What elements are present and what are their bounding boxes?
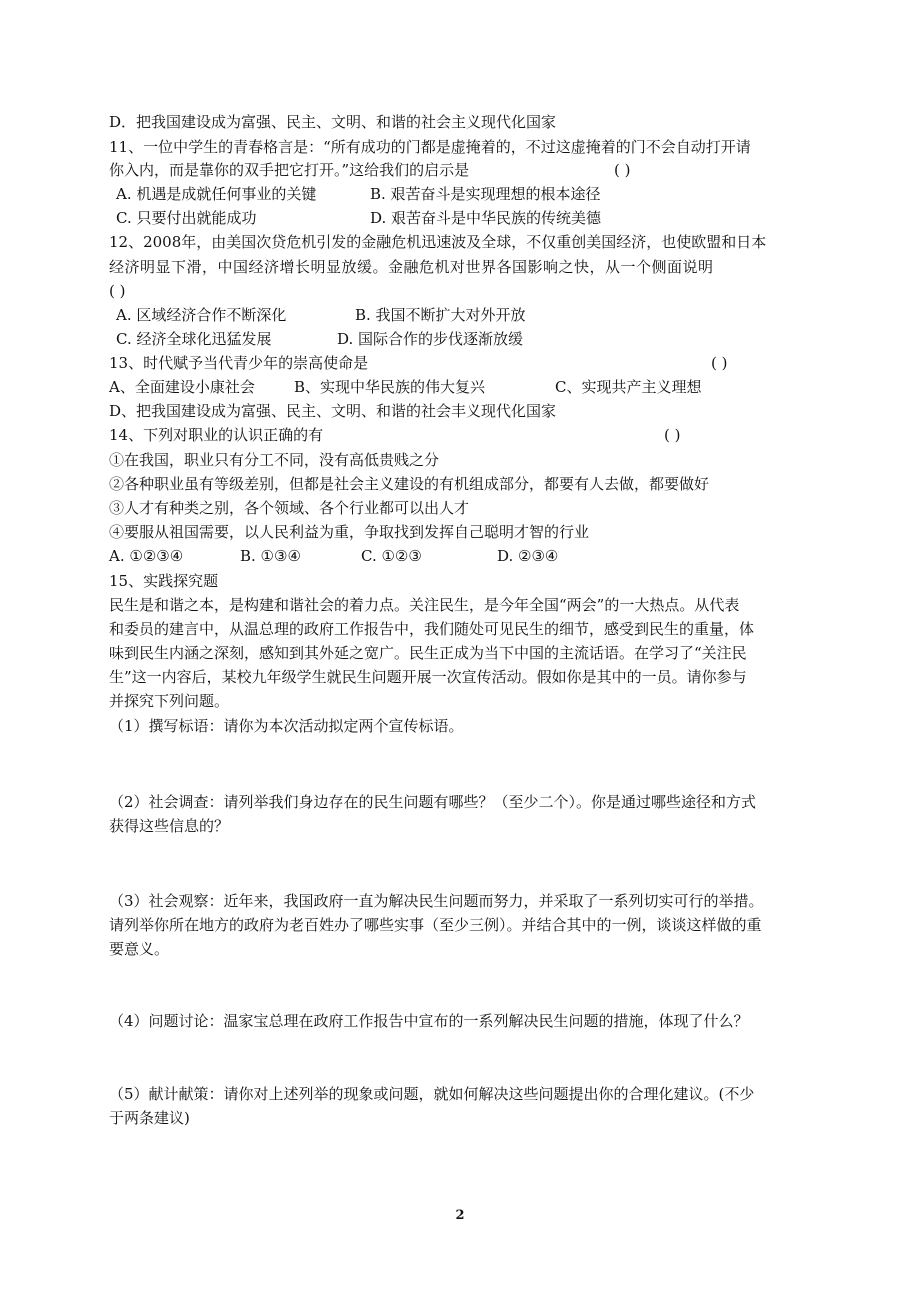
- q11-stem-line2: 你入内，而是靠你的双手把它打开。”这给我们的启示是: [109, 161, 470, 179]
- q12-option-b: B. 我国不断扩大对外开放: [355, 306, 526, 324]
- q14-option-b: B. ①③④: [240, 547, 301, 565]
- q13-option-d: D、把我国建设成为富强、民主、文明、和谐的社会丰义现代化国家: [109, 402, 557, 420]
- q15-passage-line4: 生”这一内容后，某校九年级学生就民生问题开展一次宣传活动。假如你是其中的一员。请你参与: [109, 668, 747, 686]
- q14-statement-4: ④要服从祖国需要，以人民利益为重，争取找到发挥自己聪明才智的行业: [109, 523, 590, 541]
- q11-option-c: C. 只要付出就能成功: [116, 209, 257, 227]
- q13-answer-blank: ( ): [711, 354, 728, 372]
- q12-answer-blank: ( ): [109, 282, 126, 300]
- q12-stem-line2: 经济明显下滑，中国经济增长明显放缓。金融危机对世界各国影响之快，从一个侧面说明: [109, 258, 714, 276]
- q13-stem: 13、时代赋予当代青少年的崇高使命是: [109, 354, 369, 372]
- q11-stem-line1: 11、一位中学生的青春格言是：“所有成功的门都是虚掩着的，不过这虚掩着的门不会自动打开请: [109, 138, 751, 156]
- q12-option-c: C. 经济全球化迅猛发展: [116, 330, 272, 348]
- q13-option-a: A、全面建设小康社会: [109, 378, 255, 396]
- q15-sub5-line2: 于两条建议): [109, 1109, 190, 1127]
- q15-passage-line1: 民生是和谐之本，是构建和谐社会的着力点。关注民生，是今年全国“两会”的一大热点。从代表: [109, 596, 740, 614]
- q14-statement-2: ②各种职业虽有等级差别，但都是社会主义建设的有机组成部分，都要有人去做，都要做好: [109, 475, 710, 493]
- q14-statement-3: ③人才有种类之别，各个领域、各个行业都可以出人才: [109, 499, 470, 517]
- q14-option-d: D. ②③④: [497, 547, 559, 565]
- q15-title: 15、实践探究题: [109, 572, 219, 590]
- q14-stem: 14、下列对职业的认识正确的有: [109, 426, 324, 444]
- q13-option-b: B、实现中华民族的伟大复兴: [294, 378, 486, 396]
- q11-answer-blank: ( ): [614, 161, 631, 179]
- q14-option-a: A. ①②③④: [109, 547, 184, 565]
- q14-answer-blank: ( ): [664, 426, 681, 444]
- q12-option-d: D. 国际合作的步伐逐渐放缓: [337, 330, 524, 348]
- q11-option-d: D. 艰苦奋斗是中华民族的传统美德: [370, 209, 602, 227]
- q10-option-d: D．把我国建设成为富强、民主、文明、和谐的社会主义现代化国家: [109, 113, 557, 131]
- q15-sub2-line2: 获得这些信息的？: [109, 817, 230, 835]
- q15-sub1: （1）撰写标语：请你为本次活动拟定两个宣传标语。: [109, 717, 464, 735]
- q15-passage-line3: 味到民生内涵之深刻，感知到其外延之宽广。民生正成为当下中国的主流话语。在学习了“关注民: [109, 644, 747, 662]
- page-number: 2: [455, 1208, 465, 1223]
- q11-option-b: B. 艰苦奋斗是实现理想的根本途径: [370, 185, 601, 203]
- q12-option-a: A. 区域经济合作不断深化: [116, 306, 287, 324]
- q15-sub4: （4）问题讨论：温家宝总理在政府工作报告中宣布的一系列解决民生问题的措施，体现了什么？: [109, 1012, 749, 1030]
- q14-statement-1: ①在我国，职业只有分工不同，没有高低贵贱之分: [109, 451, 440, 469]
- q15-sub2-line1: （2）社会调查：请列举我们身边存在的民生问题有哪些？（至少二个）。你是通过哪些途径和方式: [109, 793, 757, 811]
- q11-option-a: A. 机遇是成就任何事业的关键: [116, 185, 317, 203]
- q14-option-c: C. ①②③: [361, 547, 422, 565]
- q15-sub3-line2: 请列举你所在地方的政府为老百姓办了哪些实事（至少三例）。并结合其中的一例，谈谈这样做的重: [109, 916, 762, 934]
- q15-passage-line5: 并探究下列问题。: [109, 692, 230, 710]
- q15-sub3-line3: 要意义。: [109, 940, 170, 958]
- q12-stem-line1: 12、2008年，由美国次贷危机引发的金融危机迅速波及全球，不仅重创美国经济，也使欧盟和日本: [109, 233, 767, 251]
- q15-passage-line2: 和委员的建言中，从温总理的政府工作报告中，我们随处可见民生的细节，感受到民生的重量，体: [109, 620, 755, 638]
- q15-sub5-line1: （5）献计献策：请你对上述列举的现象或问题，就如何解决这些问题提出你的合理化建议。(不少: [109, 1085, 755, 1103]
- q15-sub3-line1: （3）社会观察：近年来，我国政府一直为解决民生问题而努力，并采取了一系列切实可行的举措。: [109, 892, 764, 910]
- q13-option-c: C、实现共产主义理想: [555, 378, 702, 396]
